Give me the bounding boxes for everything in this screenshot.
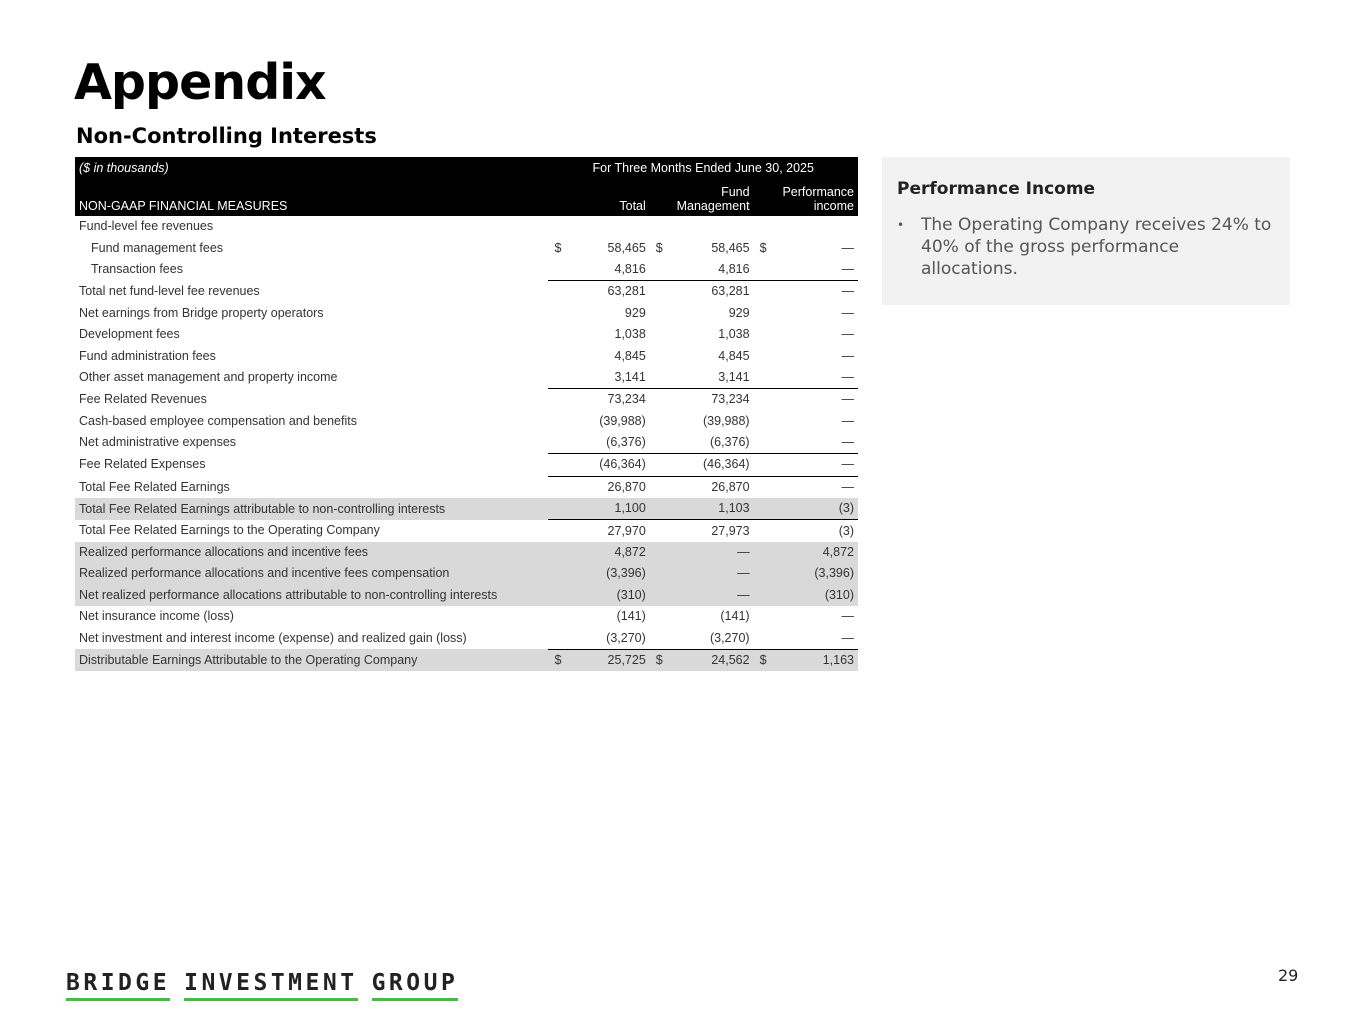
table-row (75, 367, 858, 389)
cell-total: 4,872 (580, 542, 650, 563)
currency-symbol: $ (655, 240, 663, 255)
cell-total: 63,281 (580, 281, 650, 303)
row-label: Fund administration fees (79, 348, 216, 363)
row-label: Net insurance income (loss) (79, 609, 234, 624)
financial-table (75, 157, 858, 671)
row-label: Fee Related Expenses (79, 457, 206, 472)
section-header: NON-GAAP FINANCIAL MEASURES (75, 179, 548, 216)
table-row (75, 520, 858, 542)
cell-fm: — (683, 542, 754, 563)
bullet-text: The Operating Company receives 24% to 40% of the gross performance allocations. (921, 215, 1272, 279)
row-label: Development fees (79, 327, 180, 342)
table-row (75, 649, 858, 671)
currency-symbol: $ (759, 240, 767, 255)
panel-title: Performance Income (897, 179, 1096, 199)
cell-total: 4,816 (614, 261, 646, 276)
performance-income-panel (882, 157, 1290, 305)
page-number: 29 (1278, 966, 1299, 985)
col-header-total: Total (580, 179, 650, 216)
cell-fm: 58,465 (711, 240, 750, 255)
row-label: Fund management fees (91, 240, 224, 255)
table-row (75, 454, 858, 476)
table-row (75, 324, 858, 345)
currency-symbol: $ (554, 240, 562, 255)
cell-pi: — (841, 413, 854, 428)
row-label: Net earnings from Bridge property operators (79, 305, 324, 320)
bullet-marker: • (897, 218, 905, 232)
cell-fm: 4,816 (718, 261, 750, 276)
table-row (75, 259, 858, 281)
cell-total: (141) (616, 609, 646, 624)
currency-symbol: $ (650, 649, 683, 671)
table-row (75, 237, 858, 258)
cell-total: (46,364) (580, 454, 650, 476)
cell-pi: — (787, 389, 858, 411)
cell-fm: — (683, 563, 754, 584)
cell-fm: (3,270) (709, 630, 750, 645)
cell-total: 25,725 (580, 649, 650, 671)
cell-pi: — (787, 281, 858, 303)
cell-pi: — (841, 327, 854, 342)
table-row (75, 498, 858, 520)
cell-pi: — (841, 609, 854, 624)
currency-symbol: $ (548, 649, 580, 671)
cell-fm: 1,103 (683, 498, 754, 520)
cell-pi: (3) (787, 520, 858, 542)
cell-pi: (310) (787, 585, 858, 606)
table-row (75, 585, 858, 606)
cell-pi: (3,396) (787, 563, 858, 584)
cell-total: 929 (624, 305, 646, 320)
row-label: Total net fund-level fee revenues (79, 284, 260, 299)
table-row (75, 542, 858, 563)
table-row (75, 411, 858, 432)
page-title: Appendix (74, 54, 326, 111)
cell-total: 3,141 (614, 369, 646, 384)
cell-pi: — (841, 240, 854, 255)
cell-total: (6,376) (606, 435, 646, 450)
cell-total: (310) (580, 585, 650, 606)
row-label: Net administrative expenses (79, 435, 237, 450)
cell-pi: — (841, 369, 854, 384)
cell-fm: (39,988) (703, 413, 750, 428)
cell-fm: (6,376) (709, 435, 750, 450)
col-header-fund-management: Fund Management (650, 179, 754, 216)
cell-pi: — (841, 305, 854, 320)
currency-symbol: $ (754, 649, 787, 671)
table-row (75, 606, 858, 627)
unit-note: ($ in thousands) (75, 157, 548, 179)
cell-total: 1,100 (580, 498, 650, 520)
logo-word-investment: INVESTMENT (184, 970, 357, 1001)
cell-fm (683, 216, 754, 237)
cell-pi: — (841, 261, 854, 276)
cell-total: 58,465 (607, 240, 646, 255)
cell-pi: — (841, 435, 854, 450)
cell-pi: 4,872 (787, 542, 858, 563)
table-row (75, 476, 858, 498)
table-row (75, 563, 858, 584)
cell-fm: 26,870 (683, 476, 754, 498)
cell-pi (787, 216, 858, 237)
cell-fm: 24,562 (683, 649, 754, 671)
cell-total: 73,234 (580, 389, 650, 411)
cell-fm: 3,141 (718, 369, 750, 384)
cell-total: 27,970 (580, 520, 650, 542)
cell-total (580, 216, 650, 237)
row-label: Distributable Earnings Attributable to the Operating Company (75, 649, 548, 671)
page-subtitle: Non-Controlling Interests (76, 124, 377, 148)
cell-total: (3,270) (606, 630, 646, 645)
row-label: Transaction fees (91, 262, 183, 277)
row-label: Total Fee Related Earnings (79, 479, 230, 494)
cell-fm: 4,845 (718, 348, 750, 363)
cell-pi: — (841, 630, 854, 645)
table-row (75, 432, 858, 454)
cell-total: 1,038 (614, 327, 646, 342)
cell-fm: 73,234 (683, 389, 754, 411)
bridge-investment-group-logo (66, 970, 458, 1001)
row-label: Fund-level fee revenues (79, 219, 214, 234)
row-label: Realized performance allocations and incentive fees compensation (75, 563, 548, 584)
cell-fm: 27,973 (683, 520, 754, 542)
cell-pi: (3) (787, 498, 858, 520)
cell-total: (3,396) (580, 563, 650, 584)
col-header-performance-income: Performance income (754, 179, 858, 216)
row-label: Total Fee Related Earnings to the Operating Company (79, 523, 380, 538)
row-label: Net investment and interest income (expense) and realized gain (loss) (79, 630, 467, 645)
panel-bullet (897, 214, 1277, 280)
cell-pi: — (787, 476, 858, 498)
cell-pi: — (841, 348, 854, 363)
cell-pi: 1,163 (787, 649, 858, 671)
row-label: Cash-based employee compensation and benefits (79, 413, 357, 428)
cell-fm: 929 (728, 305, 750, 320)
cell-total: 4,845 (614, 348, 646, 363)
logo-word-bridge: BRIDGE (66, 970, 170, 1001)
cell-fm: 1,038 (718, 327, 750, 342)
cell-fm: — (683, 585, 754, 606)
cell-fm: (46,364) (683, 454, 754, 476)
logo-word-group: GROUP (372, 970, 459, 1001)
table-row (75, 216, 858, 237)
table-row (75, 345, 858, 366)
cell-total: 26,870 (580, 476, 650, 498)
row-label: Other asset management and property income (79, 370, 338, 385)
table-row (75, 389, 858, 411)
cell-fm: (141) (720, 609, 750, 624)
row-label: Net realized performance allocations attributable to non-controlling interests (75, 585, 548, 606)
table-row (75, 627, 858, 649)
table-row (75, 281, 858, 303)
row-label: Total Fee Related Earnings attributable to non-controlling interests (75, 498, 548, 520)
cell-pi: — (787, 454, 858, 476)
cell-fm: 63,281 (683, 281, 754, 303)
row-label: Fee Related Revenues (79, 392, 207, 407)
cell-total: (39,988) (599, 413, 646, 428)
row-label: Realized performance allocations and incentive fees (75, 542, 548, 563)
period-header: For Three Months Ended June 30, 2025 (548, 157, 858, 179)
table-row (75, 303, 858, 324)
